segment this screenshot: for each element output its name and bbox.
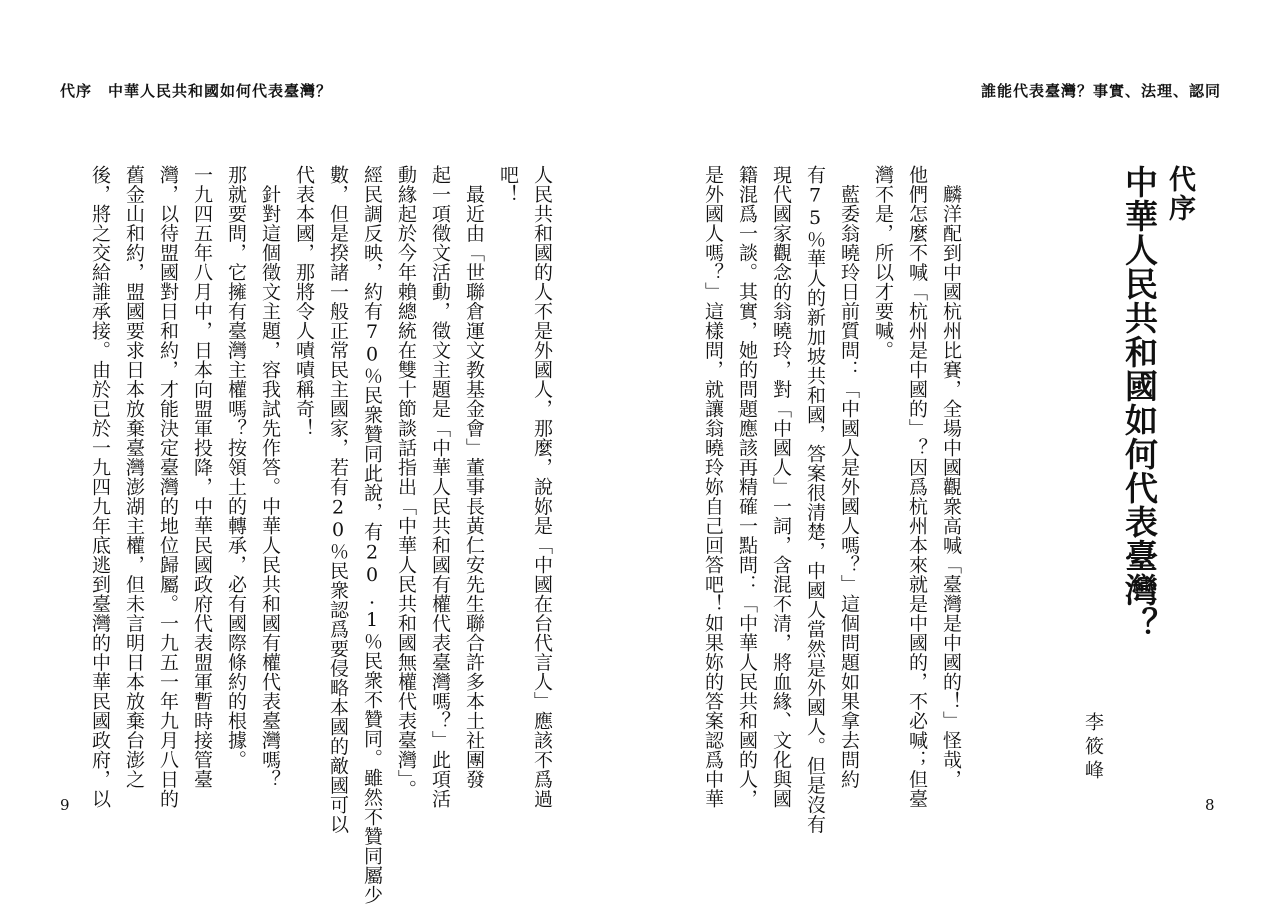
text-column: 灣不是，所以才要喊。 (872, 165, 894, 360)
text-column: 一九四五年八月中，日本向盟軍投降，中華民國政府代表盟軍暫時接管臺 (191, 165, 213, 789)
text-column: 數，但是揆諸一般正常民主國家，若有20％民衆認爲要侵略本國的敵國可以 (327, 165, 349, 834)
text-column: 藍委翁曉玲日前質問：「中國人是外國人嗎？」這個問題如果拿去問約 (838, 165, 860, 789)
text-column: 麟洋配到中國杭州比賽，全場中國觀衆高喊「臺灣是中國的！」怪哉， (940, 165, 962, 789)
text-column: 人民共和國的人不是外國人，那麼，說妳是「中國在台代言人」應該不爲過 (531, 165, 553, 809)
text-column: 那就要問，它擁有臺灣主權嗎？按領土的轉承，必有國際條約的根據。 (225, 165, 247, 770)
text-column: 最近由「世聯倉運文教基金會」董事長黃仁安先生聯合許多本土社團發 (463, 165, 485, 789)
text-column: 是外國人嗎？」這樣問，就讓翁曉玲妳自己回答吧！如果妳的答案認爲中華 (702, 165, 724, 809)
right-page-body (696, 165, 968, 834)
text-column: 舊金山和約，盟國要求日本放棄臺灣澎湖主權，但未言明日本放棄台澎之 (123, 165, 145, 789)
text-column: 籍混爲一談。其實，她的問題應該再精確一點問：「中華人民共和國的人， (736, 165, 758, 809)
text-column: 後，將之交給誰承接。由於已於一九四九年底逃到臺灣的中華民國政府，以 (89, 165, 111, 809)
text-column: 動緣起於今年賴總統在雙十節談話指出「中華人民共和國無權代表臺灣」。 (395, 165, 417, 799)
text-column: 經民調反映，約有70％民衆贊同此說，有20.1％民衆不贊同。雖然不贊同屬少 (361, 165, 383, 905)
text-column: 代表本國，那將令人嘖嘖稱奇！ (293, 165, 315, 438)
page-number-right: 8 (1205, 796, 1215, 814)
left-page-body (83, 165, 559, 905)
author-name: 李筱峰 (1082, 712, 1104, 784)
text-column: 起一項徵文活動，徵文主題是「中華人民共和國有權代表臺灣嗎？」此項活 (429, 165, 451, 809)
text-column: 他們怎麼不喊「杭州是中國的」？因爲杭州本來就是中國的，不必喊；但臺 (906, 165, 928, 809)
running-head-left: 代序 中華人民共和國如何代表臺灣？ (60, 82, 333, 100)
page-number-left: 9 (60, 796, 70, 814)
text-column: 現代國家觀念的翁曉玲，對「中國人」一詞，含混不清，將血緣、文化與國 (770, 165, 792, 809)
running-head-right: 誰能代表臺灣？事實、法理、認同 (980, 82, 1221, 100)
text-column: 吧！ (497, 165, 519, 204)
text-column: 針對這個徵文主題，容我試先作答。中華人民共和國有權代表臺灣嗎？ (259, 165, 281, 789)
text-column: 灣，以待盟國對日和約，才能決定臺灣的地位歸屬。一九五一年九月八日的 (157, 165, 179, 809)
chapter-title: 中華人民共和國如何代表臺灣？ (1120, 165, 1159, 641)
preface-label: 代序 (1164, 165, 1195, 223)
text-column: 有75％華人的新加坡共和國，答案很清楚，中國人當然是外國人。但是沒有 (804, 165, 826, 834)
